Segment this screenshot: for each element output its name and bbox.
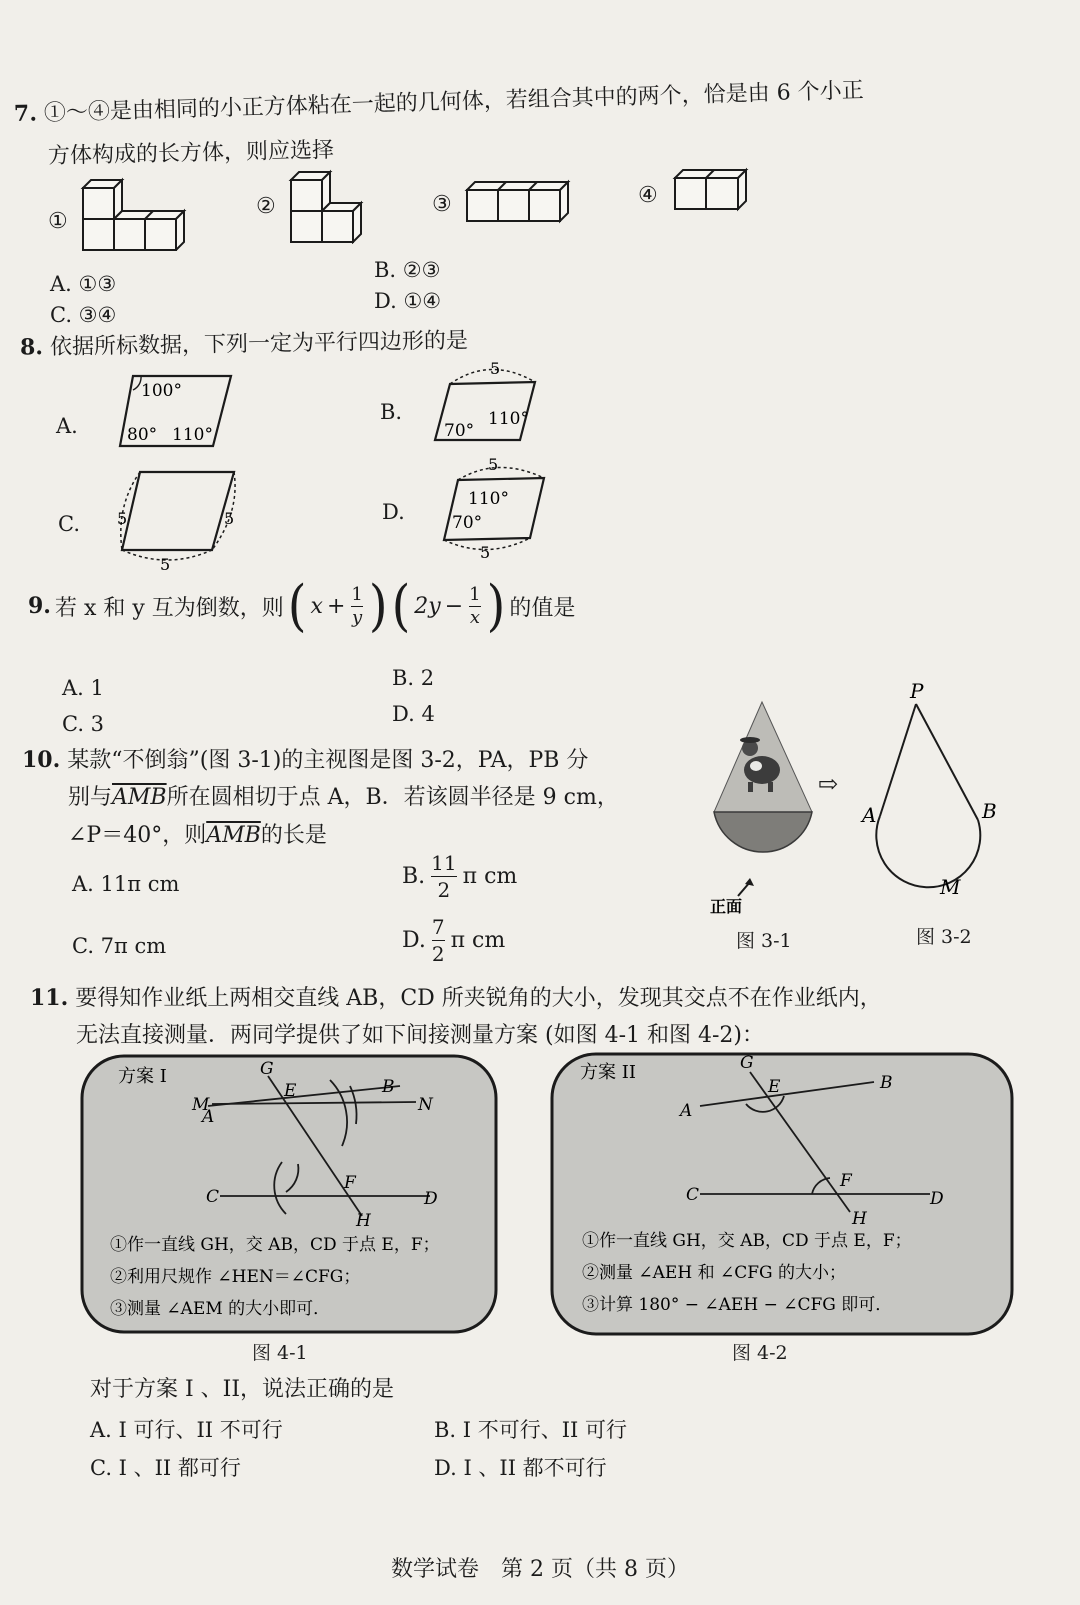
q10-optd-letter: D. bbox=[402, 928, 426, 953]
q8d-side-top: 5 bbox=[488, 456, 499, 474]
q7-shape1-label: ① bbox=[48, 209, 68, 234]
q11-option-b: B. I 不可行、II 可行 bbox=[434, 1418, 628, 1442]
q8a-angle-br: 110° bbox=[172, 425, 213, 445]
q8-option-d: D. bbox=[382, 500, 405, 524]
q8-number: 8. bbox=[19, 334, 44, 361]
q11-plan1-step1: ①作一直线 GH，交 AB，CD 于点 E，F； bbox=[110, 1235, 440, 1255]
q10-point-p: P bbox=[910, 680, 924, 703]
q8d-angle-110: 110° bbox=[468, 489, 509, 509]
q8-figure-c bbox=[112, 466, 242, 574]
q10-line3 bbox=[68, 822, 327, 850]
q11-option-a: A. I 可行、II 不可行 bbox=[90, 1418, 283, 1442]
q10-point-b: B bbox=[982, 799, 997, 823]
q8a-angle-bl: 80° bbox=[127, 425, 158, 445]
q8b-angle-bl: 70° bbox=[444, 421, 475, 441]
q8a-angle-top: 100° bbox=[141, 381, 182, 401]
q11-p1-g: G bbox=[260, 1059, 274, 1079]
q11-p2-d: D bbox=[930, 1189, 944, 1209]
q11-fig1-caption: 图 4-1 bbox=[252, 1342, 308, 1364]
q7-shape4-label: ④ bbox=[638, 183, 658, 208]
q7-shape3-label: ③ bbox=[432, 192, 452, 217]
q10-option-d bbox=[402, 916, 505, 965]
q10-optd-unit: π cm bbox=[450, 928, 506, 953]
q7-line2: 方体构成的长方体，则应选择 bbox=[47, 138, 335, 169]
q9-term1-var: x bbox=[310, 593, 323, 619]
q11-fig2-caption: 图 4-2 bbox=[732, 1342, 788, 1364]
q9-frac2-num: 1 bbox=[469, 583, 481, 605]
q11-plan2-title: 方案 II bbox=[580, 1062, 636, 1083]
q10-arc-amb-2: $\overline{AMB}$ bbox=[206, 823, 261, 848]
q8-figure-d bbox=[432, 456, 552, 562]
q11-option-c: C. I 、II 都可行 bbox=[90, 1456, 241, 1480]
q8-figure-b bbox=[430, 360, 545, 444]
q11-p2-g: G bbox=[740, 1053, 754, 1073]
q7-option-b: B. ②③ bbox=[374, 258, 441, 282]
q11-question: 对于方案 I 、II，说法正确的是 bbox=[90, 1377, 395, 1402]
q9-fraction-2 bbox=[469, 583, 481, 628]
q11-p2-c: C bbox=[686, 1185, 700, 1205]
q8c-side-left: 5 bbox=[117, 509, 128, 528]
q8-option-b: B. bbox=[380, 400, 403, 424]
page-footer: 数学试卷 第 2 页（共 8 页） bbox=[391, 1557, 689, 1582]
q11-plan2-step2: ②测量 ∠AEH 和 ∠CFG 的大小； bbox=[582, 1263, 846, 1283]
right-double-arrow-icon: ⇨ bbox=[818, 770, 839, 798]
q8-figure-a bbox=[115, 368, 240, 452]
q10-figure-3-2 bbox=[858, 680, 1008, 910]
q11-option-d: D. I 、II 都不可行 bbox=[434, 1456, 607, 1480]
q10-text1: 某款“不倒翁”(图 3-1)的主视图是图 3-2，PA，PB 分 bbox=[67, 748, 589, 773]
q9-term2-op: − bbox=[444, 593, 464, 619]
q11-plan1-step2: ②利用尺规作 ∠HEN＝∠CFG； bbox=[110, 1267, 361, 1287]
q11-p2-h: H bbox=[852, 1209, 867, 1229]
q9-prefix: 若 x 和 y 互为倒数，则 bbox=[54, 595, 284, 621]
q10-optd-num: 7 bbox=[431, 915, 445, 939]
q9-term2-var: 2y bbox=[414, 593, 441, 619]
q10-fig1-caption: 图 3-1 bbox=[736, 930, 792, 952]
q11-line1 bbox=[30, 984, 882, 1013]
q10-optd-frac bbox=[432, 916, 445, 965]
q10-option-c: C. 7π cm bbox=[72, 934, 167, 958]
q9-frac1-den: y bbox=[352, 606, 363, 628]
q11-p1-c: C bbox=[206, 1187, 220, 1207]
q10-option-b bbox=[402, 852, 517, 901]
q9-option-d: D. 4 bbox=[392, 702, 435, 726]
q10-line1 bbox=[22, 746, 588, 775]
q11-p1-f: F bbox=[344, 1173, 356, 1193]
q10-optb-letter: B. bbox=[402, 864, 426, 889]
q10-line3-pre: ∠P＝40°，则 bbox=[68, 823, 207, 848]
q10-front-label: 正面 bbox=[710, 897, 743, 916]
q9-lparen-1: ( bbox=[287, 573, 307, 639]
q8c-side-bottom: 5 bbox=[160, 555, 171, 574]
q11-line2: 无法直接测量．两同学提供了如下间接测量方案 (如图 4-1 和图 4-2)： bbox=[76, 1023, 764, 1048]
q7-shape2-figure bbox=[286, 168, 366, 244]
q8c-side-right: 5 bbox=[224, 509, 235, 528]
q11-p1-m: M bbox=[192, 1095, 210, 1115]
q11-p1-n: N bbox=[418, 1095, 433, 1115]
q10-line3-post: 的长是 bbox=[260, 823, 327, 848]
q11-p1-d: D bbox=[424, 1189, 438, 1209]
q8-option-a: A. bbox=[56, 414, 78, 438]
q11-p2-e: E bbox=[768, 1077, 781, 1097]
q9-rparen-1: ) bbox=[368, 573, 388, 639]
q9-line bbox=[28, 573, 576, 639]
q11-p1-a: A bbox=[202, 1107, 215, 1127]
q10-optb-den: 2 bbox=[437, 878, 451, 902]
q11-plan1-title: 方案 I bbox=[118, 1066, 167, 1087]
q7-option-c: C. ③④ bbox=[50, 303, 117, 327]
q7-shape3-figure bbox=[462, 178, 574, 224]
q7-shape2-label: ② bbox=[256, 194, 276, 219]
q8-line bbox=[20, 326, 468, 362]
q7-line1 bbox=[14, 76, 864, 129]
q7-shape1-figure bbox=[78, 176, 190, 251]
q9-rparen-2: ) bbox=[486, 573, 506, 639]
q11-plan2-box bbox=[550, 1052, 1020, 1338]
q8d-angle-70: 70° bbox=[452, 513, 483, 533]
q11-plan1-box bbox=[80, 1054, 500, 1336]
q11-plan2-step3: ③计算 180° − ∠AEH − ∠CFG 即可． bbox=[582, 1295, 893, 1315]
q9-suffix: 的值是 bbox=[509, 595, 576, 621]
q10-fig2-caption: 图 3-2 bbox=[916, 926, 972, 948]
q10-optd-den: 2 bbox=[431, 942, 445, 966]
q10-line2-post: 所在圆相切于点 A，B．若该圆半径是 9 cm， bbox=[166, 785, 619, 810]
q11-text1: 要得知作业纸上两相交直线 AB，CD 所夹锐角的大小，发现其交点不在作业纸内， bbox=[75, 986, 882, 1011]
q9-fraction-1 bbox=[351, 583, 363, 628]
q9-term1-op: + bbox=[326, 593, 346, 619]
q7-text1: ①～④是由相同的小正方体粘在一起的几何体，若组合其中的两个，恰是由 6 个小正 bbox=[43, 78, 864, 127]
q9-option-b: B. 2 bbox=[392, 666, 435, 690]
q9-frac2-den: x bbox=[469, 606, 480, 628]
q11-p2-a: A bbox=[680, 1101, 693, 1121]
q7-option-d: D. ①④ bbox=[374, 289, 442, 313]
q8d-side-bottom: 5 bbox=[480, 543, 491, 562]
q11-number: 11. bbox=[30, 985, 69, 1011]
q9-option-a: A. 1 bbox=[62, 676, 104, 700]
q10-number: 10. bbox=[22, 747, 61, 773]
q7-option-a: A. ①③ bbox=[50, 272, 117, 296]
q11-p2-b: B bbox=[880, 1073, 893, 1093]
q8-text: 依据所标数据，下列一定为平行四边形的是 bbox=[49, 328, 469, 361]
arrow-up-right-icon bbox=[738, 878, 754, 896]
q10-optb-frac bbox=[431, 852, 456, 901]
q10-option-a: A. 11π cm bbox=[72, 872, 180, 896]
q11-p1-b: B bbox=[382, 1077, 395, 1097]
q9-number: 9. bbox=[28, 593, 51, 619]
q11-plan1-step3: ③测量 ∠AEM 的大小即可． bbox=[110, 1299, 331, 1319]
q11-p1-h: H bbox=[356, 1211, 371, 1231]
q9-frac1-num: 1 bbox=[351, 583, 363, 605]
q10-arc-amb-1: $\overline{AMB}$ bbox=[112, 785, 167, 810]
q11-p1-e: E bbox=[284, 1081, 297, 1101]
q10-line2-pre: 别与 bbox=[68, 785, 113, 810]
q7-number: 7. bbox=[13, 100, 38, 127]
q8b-angle-br: 110° bbox=[488, 409, 529, 429]
q10-figure-3-1-tumbler bbox=[700, 700, 830, 930]
q10-point-m: M bbox=[940, 875, 961, 899]
q8-option-c: C. bbox=[58, 512, 80, 536]
q11-plan2-step1: ①作一直线 GH，交 AB，CD 于点 E，F； bbox=[582, 1231, 912, 1251]
q10-line2 bbox=[68, 784, 619, 812]
q8b-side-top: 5 bbox=[490, 360, 501, 378]
q9-option-c: C. 3 bbox=[62, 712, 105, 736]
q7-shape4-figure bbox=[670, 166, 756, 214]
q11-p2-f: F bbox=[840, 1171, 852, 1191]
q10-optb-num: 11 bbox=[431, 851, 457, 875]
q10-optb-unit: π cm bbox=[462, 864, 518, 889]
q10-point-a: A bbox=[862, 803, 877, 827]
q9-lparen-2: ( bbox=[391, 573, 411, 639]
